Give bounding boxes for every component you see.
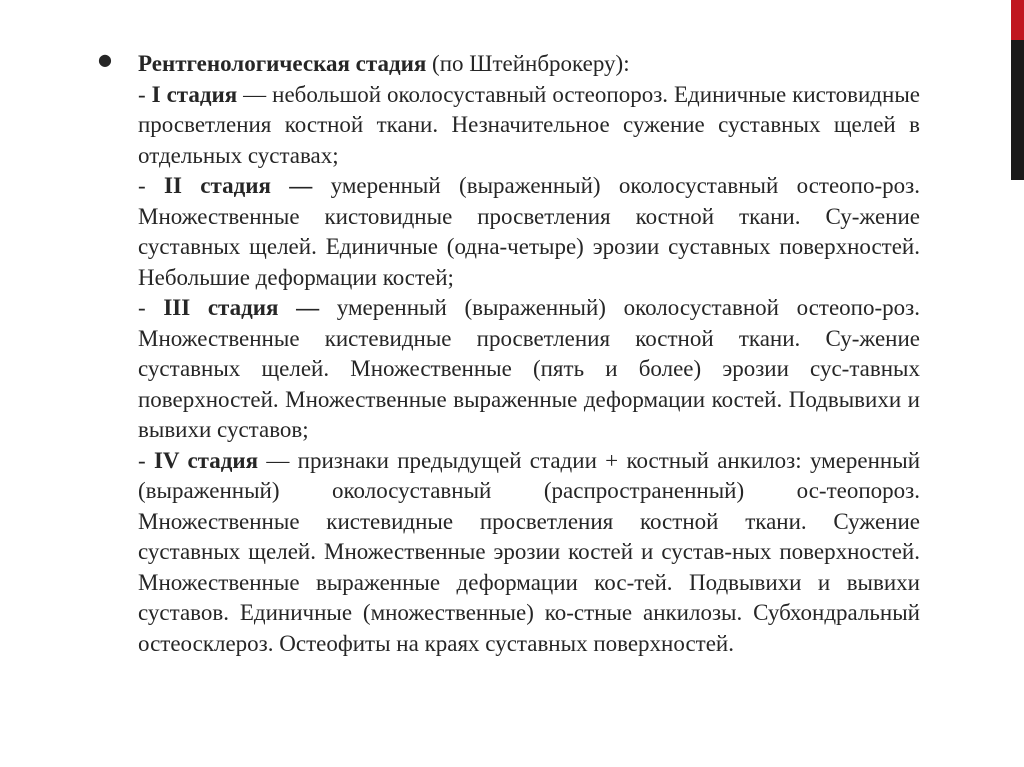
stage-text: умеренный (выраженный) околосуставный остеопо-роз. Множественные кистовидные просветления костной ткани. Су-жение суставных щелей. Единичные (одна-четыре) эрозии суставных поверхностей. Небольшие деформации костей;	[138, 173, 920, 290]
stage-1	[138, 80, 920, 172]
stage-text: — признаки предыдущей стадии + костный анкилоз: умеренный (выраженный) околосуставный (распространенный) ос-теопороз. Множественные кистевидные просветления костной ткани. Сужение суставных щелей. Множественные эрозии костей и сустав-ных поверхностей. Множественные выраженные деформации кос-тей. Подвывихи и вывихи суставов. Единичные (множественные) ко-стные анкилозы. Субхондральный остеосклероз. Остеофиты на краях суставных поверхностей.	[138, 447, 921, 656]
accent-bar-dark	[1011, 40, 1024, 180]
stage-label: III стадия —	[163, 295, 320, 320]
stage-prefix: -	[138, 173, 165, 198]
stage-prefix: -	[138, 81, 152, 107]
stage-3	[138, 293, 920, 446]
stage-label: I стадия	[151, 81, 238, 107]
stage-text: — небольшой околосуставный остеопороз. Единичные кистовидные просветления костной ткани. Незначительное сужение суставных щелей в отдельных суставах;	[138, 81, 920, 168]
stage-text: умеренный (выраженный) околосуставной остеопо-роз. Множественные кистевидные просветления костной ткани. Су-жение суставных щелей. Множественные (пять и более) эрозии сус-тавных поверхностей. Множественные выраженные деформации костей. Подвывихи и вывихи суставов;	[138, 295, 920, 442]
heading	[138, 49, 920, 80]
stage-prefix: -	[138, 295, 164, 320]
stage-prefix: -	[138, 447, 154, 473]
heading-rest: (по Штейнброкеру):	[426, 51, 630, 76]
stage-label: IV стадия	[153, 447, 259, 473]
bullet-icon: ●	[98, 50, 112, 69]
stage-label: II стадия —	[164, 173, 313, 198]
stage-2	[138, 171, 920, 293]
heading-bold: Рентгенологическая стадия	[138, 51, 427, 76]
stage-4	[138, 446, 920, 660]
document-text	[138, 49, 920, 659]
